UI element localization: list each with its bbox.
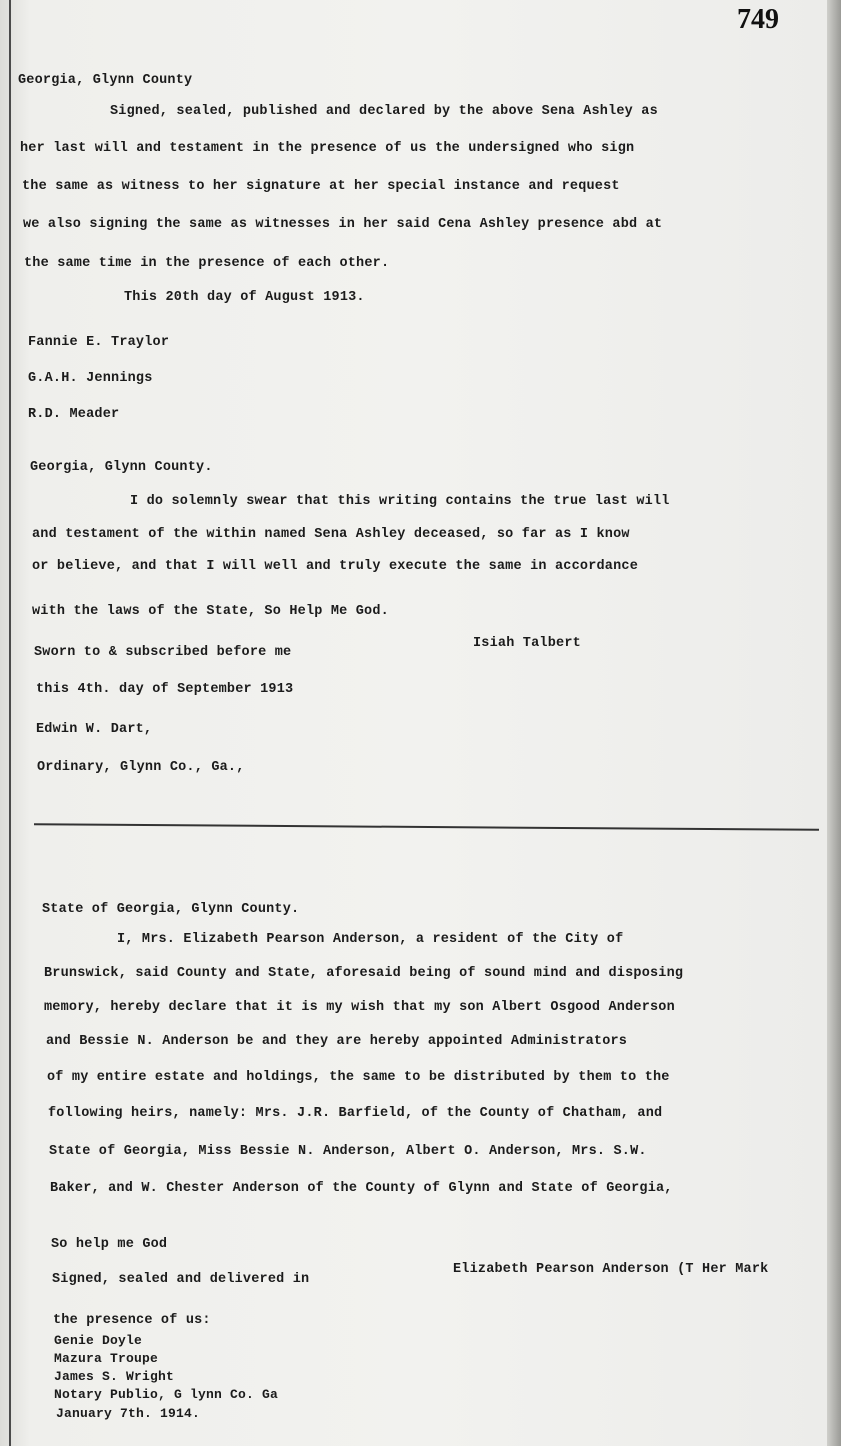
witness-name: G.A.H. Jennings [28, 371, 153, 386]
sworn-line: Sworn to & subscribed before me [34, 645, 292, 660]
venue-heading: Georgia, Glynn County [18, 73, 193, 88]
venue-heading: Georgia, Glynn County. [30, 460, 213, 475]
section-divider [34, 823, 819, 830]
official-name: Edwin W. Dart, [36, 722, 153, 737]
witness-name: James S. Wright [54, 1369, 175, 1384]
signed-line: Signed, sealed and delivered in [52, 1272, 310, 1287]
presence-line: the presence of us: [53, 1313, 211, 1328]
attestation-line: the same as witness to her signature at her special instance and request [22, 179, 620, 194]
attestation-line: the same time in the presence of each other. [24, 256, 390, 271]
will-line: memory, hereby declare that it is my wish that my son Albert Osgood Anderson [44, 1000, 675, 1015]
will-line: of my entire estate and holdings, the same to be distributed by them to the [47, 1070, 670, 1085]
venue-heading: State of Georgia, Glynn County. [42, 902, 300, 917]
margin-rule [9, 0, 11, 1446]
will-line: Baker, and W. Chester Anderson of the County of Glynn and State of Georgia, [50, 1181, 673, 1196]
oath-line: I do solemnly swear that this writing contains the true last will [130, 494, 670, 509]
sworn-date: this 4th. day of September 1913 [36, 682, 294, 697]
oath-line: or believe, and that I will well and truly execute the same in accordance [32, 559, 638, 574]
date-line: This 20th day of August 1913. [124, 290, 365, 305]
witness-name: Genie Doyle [54, 1333, 143, 1348]
notary-title: Notary Publio, G lynn Co. Ga [54, 1387, 279, 1402]
will-line: Brunswick, said County and State, aforesaid being of sound mind and disposing [44, 966, 684, 981]
oath-line: with the laws of the State, So Help Me God. [32, 604, 389, 619]
will-line: following heirs, namely: Mrs. J.R. Barfield, of the County of Chatham, and [48, 1106, 663, 1121]
will-line: State of Georgia, Miss Bessie N. Anderson, Albert O. Anderson, Mrs. S.W. [49, 1144, 647, 1159]
page-edge-shadow [827, 0, 841, 1446]
will-line: and Bessie N. Anderson be and they are hereby appointed Administrators [46, 1034, 628, 1049]
testator-signature: Elizabeth Pearson Anderson (T Her Mark [453, 1262, 769, 1277]
executor-signature: Isiah Talbert [473, 636, 581, 651]
oath-line: and testament of the within named Sena Ashley deceased, so far as I know [32, 527, 630, 542]
attestation-line: Signed, sealed, published and declared by the above Sena Ashley as [110, 104, 658, 119]
attestation-line: we also signing the same as witnesses in her said Cena Ashley presence abd at [23, 217, 663, 232]
witness-name: Mazura Troupe [54, 1351, 159, 1366]
notary-date: January 7th. 1914. [56, 1406, 201, 1421]
page-number: 749 [737, 4, 779, 35]
witness-name: R.D. Meader [28, 407, 120, 422]
witness-name: Fannie E. Traylor [28, 335, 170, 350]
will-closing: So help me God [51, 1237, 168, 1252]
official-title: Ordinary, Glynn Co., Ga., [37, 760, 245, 775]
attestation-line: her last will and testament in the presence of us the undersigned who sign [20, 141, 635, 156]
will-line: I, Mrs. Elizabeth Pearson Anderson, a resident of the City of [117, 932, 624, 947]
